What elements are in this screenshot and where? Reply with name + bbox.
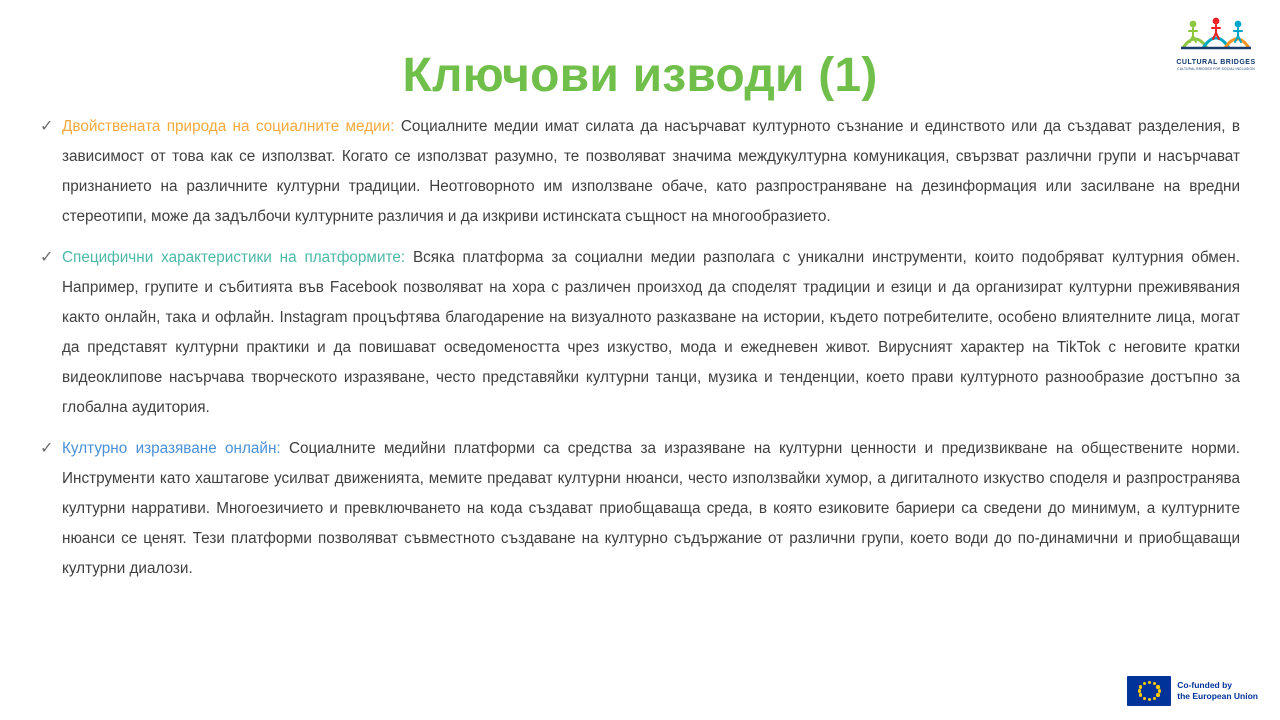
eu-flag-icon — [1127, 676, 1171, 706]
check-icon: ✓ — [40, 118, 54, 135]
brand-logo-subcaption: CULTURAL BRIDGES FOR SOCIAL INCLUSION — [1177, 67, 1255, 71]
bullet-text: Социалните медийни платформи са средства за изразяване на културни ценности и предизвикване на обществените норми. Инструменти като хаштагове усилват движенията, мемите предават културни нюанси, често използвайки хумор, а дигиталното изкуство споделя и разпространява културни нарративи. Многоезичието и превключването на кода създават приобщаваща среда, в която езиковите бариери са сведени до минимум, а културните нюанси се ценят. Тези платформи позволяват съвместното създаване на културно съдържание от различни групи, което води до по-динамични и приобщаващи културни диалози. — [62, 440, 1240, 577]
list-item — [40, 434, 1240, 584]
bullet-lead: Двойствената природа на социалните медии: — [62, 118, 395, 135]
bullet-paragraph — [62, 434, 1240, 584]
bullet-paragraph — [62, 112, 1240, 232]
eu-funding-line1: Co-funded by — [1177, 680, 1233, 690]
bullet-text: Всяка платформа за социални медии разполага с уникални инструменти, които подобряват културния обмен. Например, групите и събитията във Facebook позволяват на хора с различен произход да споделят традиции и езици и да организират културни преживявания както онлайн, така и офлайн. Instagram процъфтява благодарение на визуалното разказване на истории, където потребителите, особено влиятелните лица, могат да представят културни практики и да повишават осведомеността чрез изкуство, мода и ежедневен живот. Вирусният характер на TikTok с неговите кратки видеоклипове насърчава творческото изразяване, често представяйки културни танци, музика и тенденции, което прави културното разнообразие достъпно за глобална аудитория. — [62, 249, 1240, 416]
page-title: Ключови изводи (1) — [402, 49, 878, 103]
bullet-paragraph — [62, 243, 1240, 423]
bullet-lead: Специфични характеристики на платформите: — [62, 249, 406, 266]
eu-funding-line2: the European Union — [1177, 691, 1258, 701]
bullet-text: Социалните медии имат силата да насърчават културното съзнание и единството или да създават разделения, в зависимост от това как се използват. Когато се използват разумно, те позволяват значима междукултурна комуникация, свързват различни групи и насърчават признанието на различните културни традиции. Неотговорното им използване обаче, като разпространяване на дезинформация или засилване на вредни стереотипи, може да задълбочи културните различия и да изкриви истинската същност на многообразието. — [62, 118, 1241, 225]
list-item — [40, 112, 1240, 232]
bridge-logo-icon — [1177, 14, 1255, 58]
brand-logo — [1174, 14, 1258, 80]
list-item — [40, 243, 1240, 423]
bullet-lead: Културно изразяване онлайн: — [62, 440, 281, 457]
check-icon: ✓ — [40, 440, 54, 457]
check-icon: ✓ — [40, 249, 54, 266]
brand-logo-caption: CULTURAL BRIDGES — [1176, 59, 1256, 66]
eu-funding-badge — [1127, 676, 1258, 706]
slide-body — [40, 112, 1240, 595]
eu-funding-text — [1177, 680, 1258, 702]
